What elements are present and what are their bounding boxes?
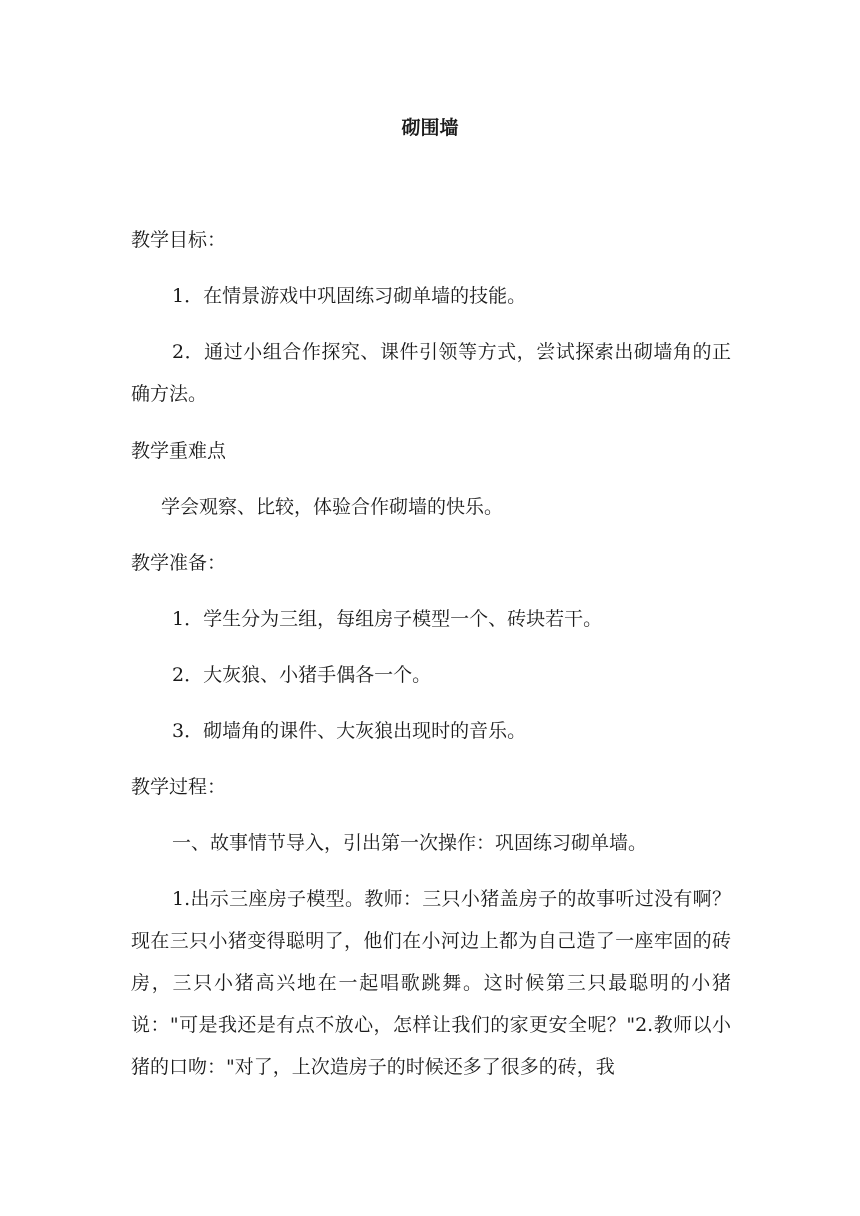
- key-points-heading: 教学重难点: [131, 440, 227, 462]
- preparation-item-1: 1．学生分为三组，每组房子模型一个、砖块若干。: [172, 608, 603, 630]
- preparation-heading: 教学准备：: [131, 552, 227, 574]
- process-body-paragraph: 1.出示三座房子模型。教师：三只小猪盖房子的故事听过没有啊？现在三只小猪变得聪明了，他们在小河边上都为自己造了一座牢固的砖房，三只小猪高兴地在一起唱歌跳舞。这时候第三只最聪明的小猪说："可是我还是有点不放心，怎样让我们的家更安全呢？"2.教师以小猪的口吻："对了，上次造房子的时候还多了很多的砖，我: [131, 888, 731, 1078]
- key-points-text: 学会观察、比较，体验合作砌墙的快乐。: [161, 496, 504, 518]
- preparation-item-2: 2．大灰狼、小猪手偶各一个。: [172, 664, 432, 686]
- objective-item-1: 1．在情景游戏中巩固练习砌单墙的技能。: [172, 285, 527, 307]
- objective-item-2: 2．通过小组合作探究、课件引领等方式，尝试探索出砌墙角的正确方法。: [131, 341, 731, 405]
- process-step-1: 一、故事情节导入，引出第一次操作：巩固练习砌单墙。: [172, 832, 648, 854]
- process-heading: 教学过程：: [131, 776, 227, 798]
- preparation-item-3: 3．砌墙角的课件、大灰狼出现时的音乐。: [172, 720, 527, 742]
- document-title: 砌围墙: [401, 117, 459, 139]
- objectives-heading: 教学目标：: [131, 229, 227, 251]
